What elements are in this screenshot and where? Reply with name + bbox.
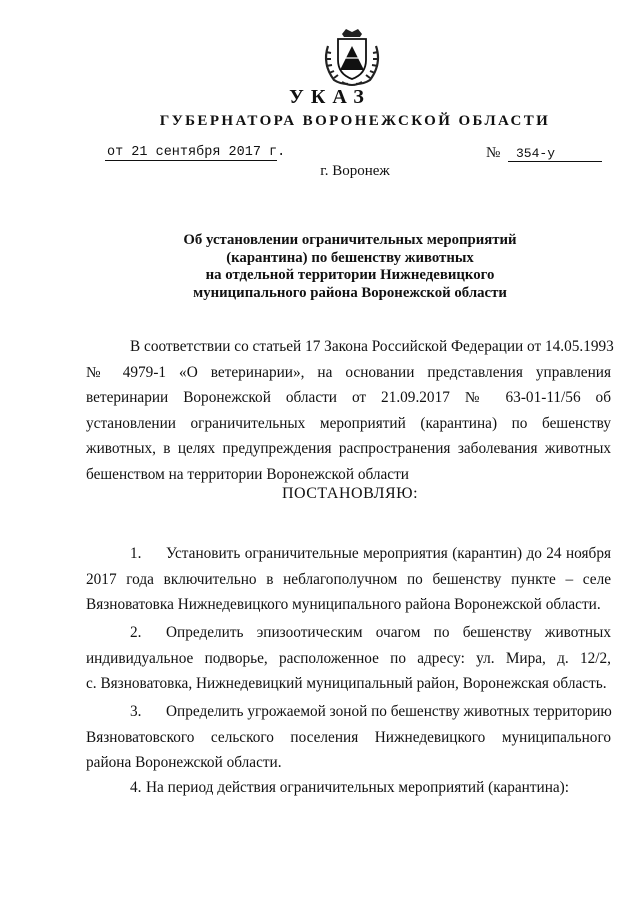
text-line: района Воронежской области. [86, 754, 282, 772]
item-number: 2. [130, 624, 142, 641]
text-line: установлении ограничительных мероприятий (карантина) по бешенству [86, 414, 611, 432]
preamble-paragraph [86, 334, 614, 488]
text-line: индивидуальное подворье, расположенное по адресу: ул. Мира, д. 12/2, [86, 649, 611, 667]
text-line [86, 541, 611, 567]
resolve-heading: ПОСТАНОВЛЯЮ: [281, 485, 419, 502]
item-number: 1. [130, 545, 142, 562]
text-line: № 4979-1 «О ветеринарии», на основании представления управления [86, 363, 611, 381]
text-line: бешенством на территории Воронежской области [86, 465, 409, 483]
heading-line: Об установлении ограничительных мероприятий [183, 232, 517, 248]
document-date: от 21 сентября 2017 г. [107, 145, 286, 160]
document-number [486, 145, 610, 162]
document-city: г. Воронеж [320, 163, 390, 179]
item-text: Установить ограничительные мероприятия (карантин) до 24 ноября [166, 545, 611, 562]
text-line [86, 699, 611, 725]
text-line: В соответствии со статьей 17 Закона Российской Федерации от 14.05.1993 [130, 338, 614, 355]
document-title: УКАЗ [289, 86, 371, 108]
item-4 [86, 775, 611, 801]
heading-line: муниципального района Воронежской области [193, 284, 507, 301]
item-1 [86, 541, 611, 618]
text-line: ветеринарии Воронежской области от 21.09.2017 № 63-01-11/56 об [86, 389, 611, 407]
text-line: 2017 года включительно в неблагополучном по бешенству пункте – селе [86, 570, 611, 588]
item-text: Определить угрожаемой зоной по бешенству животных территорию [166, 703, 612, 720]
heading-line: на отдельной территории Нижнедевицкого [205, 267, 495, 283]
item-2 [86, 620, 611, 697]
document-subtitle: ГУБЕРНАТОРА ВОРОНЕЖСКОЙ ОБЛАСТИ [159, 113, 551, 129]
document-heading [120, 232, 580, 302]
item-3 [86, 699, 611, 776]
heading-line: (карантина) по бешенству животных [226, 249, 474, 266]
number-label: № [486, 145, 501, 161]
text-line: животных, в целях предупреждения распространения заболевания животных [86, 440, 611, 458]
item-text: На период действия ограничительных мероприятий (карантина): [146, 779, 570, 796]
text-line: с. Вязноватовка, Нижнедевицкий муниципальный район, Воронежская область. [86, 675, 607, 693]
number-value: 354-у [508, 146, 602, 162]
text-line: Вязноватовского сельского поселения Нижнедевицкого муниципального [86, 728, 611, 746]
text-line [86, 620, 611, 646]
item-number: 4. [130, 779, 142, 796]
item-text: Определить эпизоотическим очагом по бешенству животных [166, 624, 611, 641]
text-line [86, 775, 611, 801]
coat-of-arms-icon [320, 28, 384, 88]
text-line: Вязноватовка Нижнедевицкого муниципального района Воронежской области. [86, 596, 601, 614]
item-number: 3. [130, 703, 142, 720]
